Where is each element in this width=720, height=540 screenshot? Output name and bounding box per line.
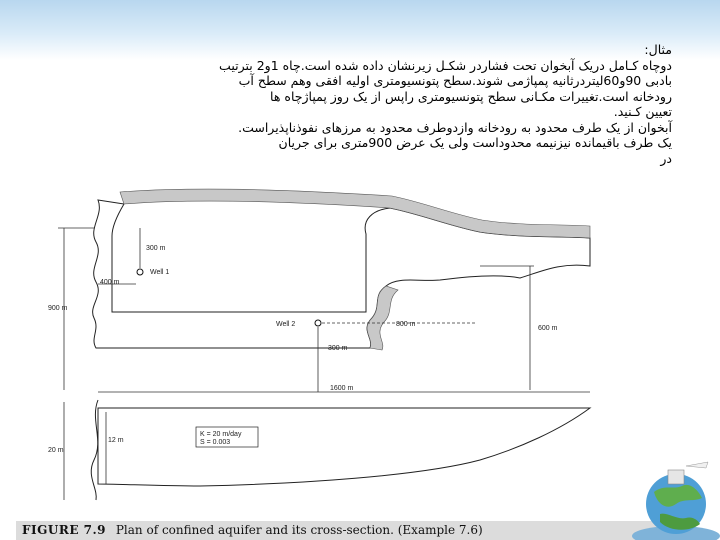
caption-number: FIGURE 7.9 bbox=[22, 523, 107, 537]
caption-text: Plan of confined aquifer and its cross-section. (Example 7.6) bbox=[115, 523, 483, 537]
s-value: S = 0.003 bbox=[200, 439, 231, 446]
problem-line: آبخوان از یک طرف محدود به رودخانه وازدوطرف محدود به مرزهای نفوذناپذیراست. bbox=[238, 119, 672, 135]
well-2-marker bbox=[315, 320, 321, 326]
dim-1600: 1600 m bbox=[330, 385, 354, 392]
k-value: K = 20 m/day bbox=[200, 431, 242, 438]
problem-line: یک طرف باقیمانده نیزنیمه محدوداست ولی یک عرض 900متری برای جریان bbox=[278, 135, 672, 150]
dim-800: 800 m bbox=[396, 321, 416, 328]
figure-caption bbox=[16, 521, 662, 540]
problem-line: رودخانه است.تغییرات مکـانی سطح پتونسیومتری راپس از یک روز پمپاژچاه ها bbox=[270, 88, 672, 104]
well-1-label: Well 1 bbox=[150, 269, 170, 276]
cross-section-river bbox=[91, 400, 98, 500]
dim-600: 600 m bbox=[538, 325, 558, 332]
cross-section-aquifer bbox=[98, 408, 590, 486]
dim-900-left: 900 m bbox=[48, 305, 68, 312]
lower-boundary-band bbox=[367, 286, 398, 350]
problem-line: در bbox=[660, 150, 672, 166]
globe-decoration-icon bbox=[612, 440, 720, 540]
dim-400: 400 m bbox=[100, 279, 120, 286]
well-2-label: Well 2 bbox=[276, 321, 296, 328]
dim-12: 12 m bbox=[108, 437, 124, 444]
problem-line: بادبی 90و60لیتردرثانیه پمپاژمی شوند.سطح پتونسیومتری اولیه افقی وهم سطح آب bbox=[238, 73, 672, 88]
problem-line: تعیین کـنید. bbox=[613, 104, 672, 119]
dim-300-top: 300 m bbox=[146, 245, 166, 252]
well-1-marker bbox=[137, 269, 143, 275]
dim-20: 20 m bbox=[48, 447, 64, 454]
problem-line: دوچاه کـامل دریک آبخوان تحت فشاردر شکـل زیرنشان داده شده است.چاه 1و2 بترتیب bbox=[219, 57, 672, 73]
dim-300-mid: 300 m bbox=[328, 345, 348, 352]
impermeable-boundary-band bbox=[120, 189, 590, 238]
problem-heading: مثال: bbox=[644, 42, 672, 57]
